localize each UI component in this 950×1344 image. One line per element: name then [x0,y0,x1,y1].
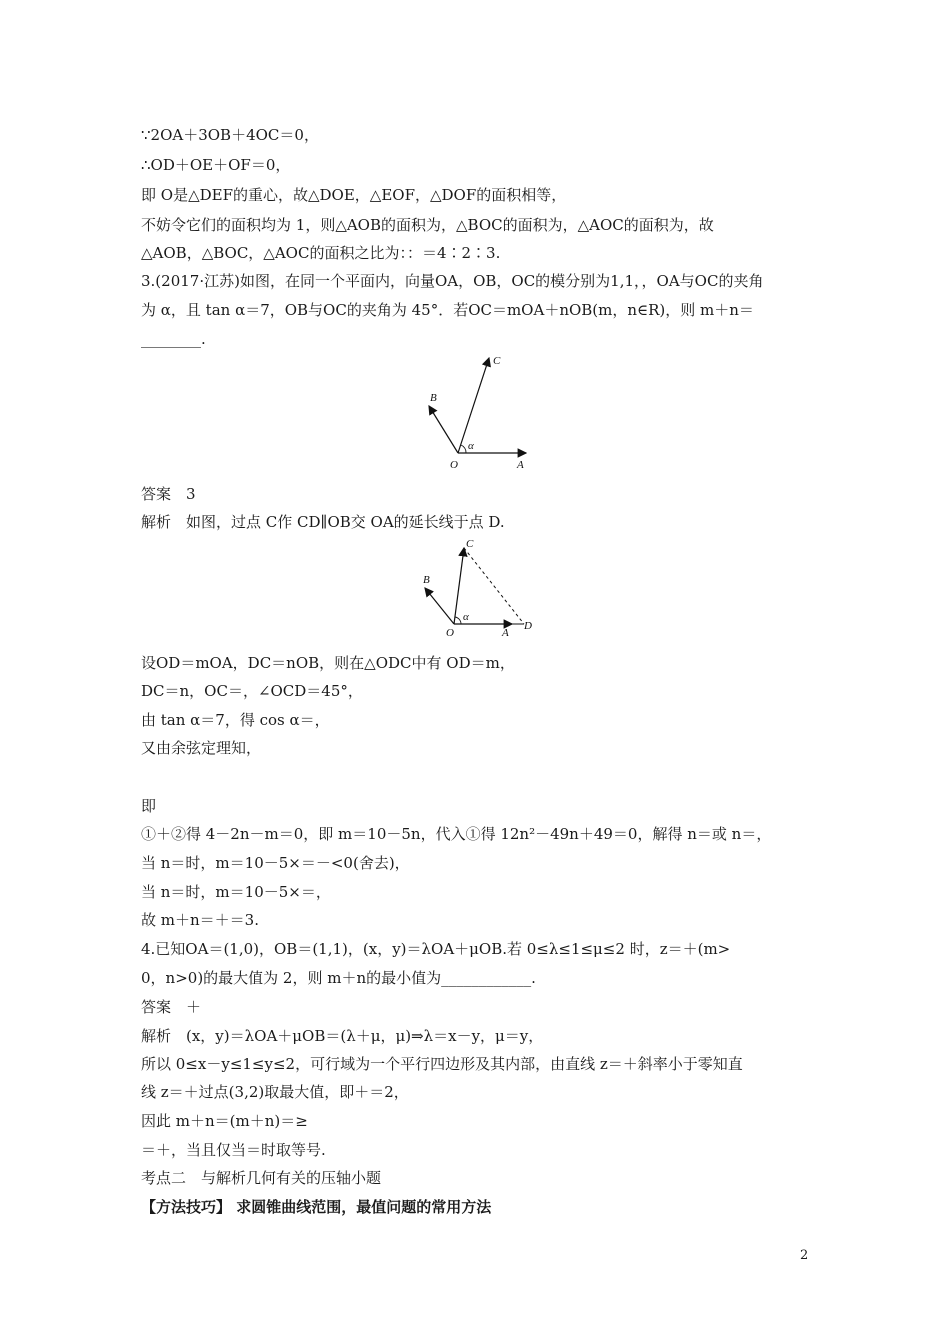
label-a: A [517,459,524,471]
text-line: 0，n>0)的最大值为 2，则 m＋n的最小值为____________. [141,969,536,987]
text-line: ＝＋，当且仅当＝时取等号. [141,1141,326,1159]
text-line: 所以 0≤x－y≤1≤y≤2，可行域为一个平行四边形及其内部，由直线 z＝＋斜率小于零知直 [141,1055,743,1073]
label-b: B [430,392,437,404]
text-line: ∴OD＋OE＋OF＝0， [141,156,291,174]
vector-ob [429,406,458,453]
text-line: 线 z＝＋过点(3,2)取最大值，即＋＝2， [141,1083,409,1101]
text-line: 当 n＝时，m＝10－5×＝－<0(舍去)， [141,854,410,872]
section-heading: 考点二 与解析几何有关的压轴小题 [141,1169,382,1187]
label-alpha: α [468,440,474,452]
text-line: 即 O是△DEF的重心，故△DOE，△EOF，△DOF的面积相等， [141,186,567,204]
analysis-3: 解析 如图，过点 C作 CD∥OB交 OA的延长线于点 D. [141,513,505,531]
text-line: ∵2OA＋3OB＋4OC＝0， [141,126,319,144]
text-line: 设OD＝mOA，DC＝nOB，则在△ODC中有 OD＝m， [141,654,515,672]
label-c: C [493,355,501,367]
answer-3: 答案 3 [141,485,196,503]
label-d: D [524,620,532,632]
method-tip: 【方法技巧】 求圆锥曲线范围，最值问题的常用方法 [141,1198,492,1216]
text-line: 当 n＝时，m＝10－5×＝， [141,883,331,901]
vector-figure-1 [410,348,535,473]
angle-arc [461,445,466,453]
answer-blank: ________. [141,330,206,348]
vector-ob [425,588,454,624]
text-line: 由 tan α＝7，得 cos α＝， [141,711,330,729]
vector-figure-2 [410,535,540,645]
label-c: C [466,538,474,550]
vector-oc [458,358,489,453]
text-line: 为 α，且 tan α＝7，OB与OC的夹角为 45°．若OC＝mOA＋nOB(m，n∈R)，则 m＋n＝ [141,301,754,319]
segment-cd [464,548,524,624]
analysis-4: 解析 (x，y)＝λOA＋μOB＝(λ＋μ，μ)⇒λ＝x－y，μ＝y， [141,1027,544,1045]
text-line: DC＝n，OC＝，∠OCD＝45°， [141,682,363,700]
text-line: ①＋②得 4－2n－m＝0，即 m＝10－5n，代入①得 12n²－49n＋49＝0，解得 n＝或 n＝， [141,825,772,843]
answer-4: 答案 ＋ [141,998,202,1016]
text-line: △AOB，△BOC，△AOC的面积之比为：：＝4∶2∶3. [141,244,501,262]
label-o: O [450,459,458,471]
label-a: A [502,627,509,639]
text-line: 因此 m＋n＝(m＋n)＝≥ [141,1112,308,1130]
page-number: 2 [800,1248,809,1263]
label-b: B [423,574,430,586]
text-line: 又由余弦定理知， [141,739,262,757]
question-4: 4.已知OA＝(1,0)，OB＝(1,1)，(x，y)＝λOA＋μOB.若 0≤λ≤1≤μ≤2 时，z＝＋(m> [141,940,731,958]
label-o: O [446,627,454,639]
question-3: 3.(2017·江苏)如图，在同一个平面内，向量OA，OB，OC的模分别为1,1，，OA与OC的夹角 [141,272,764,290]
label-alpha: α [463,611,469,623]
text-line: 即 [141,797,157,815]
text-line: 故 m＋n＝＋＝3. [141,911,259,929]
text-line: 不妨令它们的面积均为 1，则△AOB的面积为，△BOC的面积为，△AOC的面积为，故 [141,216,714,234]
angle-arc [455,617,461,624]
